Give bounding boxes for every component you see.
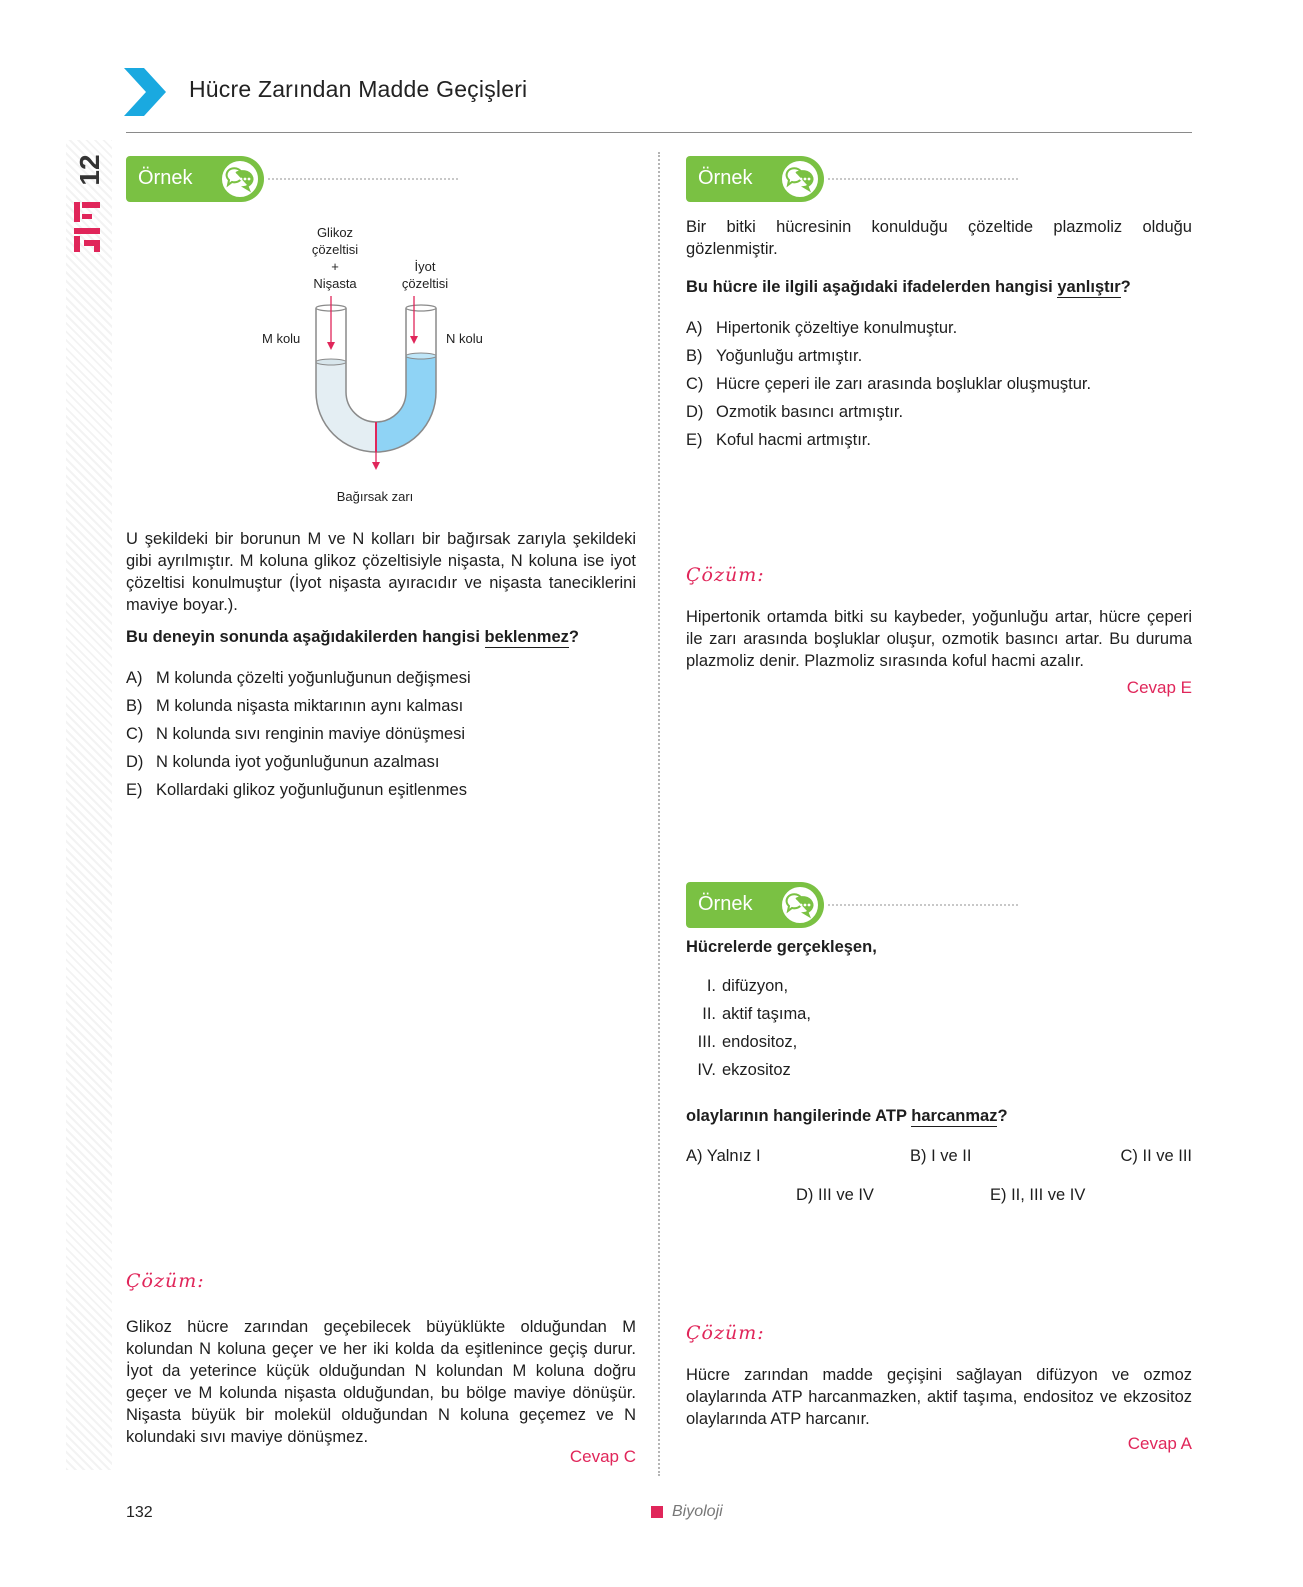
list-item: IV. ekzositoz (697, 1061, 791, 1079)
option-c[interactable]: C) II ve III (1120, 1147, 1192, 1165)
example3-question: olaylarının hangilerinde ATP harcanmaz? (686, 1107, 1008, 1125)
example1-text: U şekildeki bir borunun M ve N kolları bir bağırsak zarıyla şekildeki gibi ayrılmıştır. M koluna glikoz çözeltisiyle nişasta, N koluna ise iyot çözeltisi konulmuştur (İyot nişasta ayıracıdır ve nişasta taneciklerini maviye boyar.). (126, 530, 636, 614)
example2-answer: Cevap E (1126, 678, 1192, 697)
badge-label: Örnek (138, 167, 193, 189)
speech-bubble-icon (218, 157, 262, 201)
page-title: Hücre Zarından Madde Geçişleri (189, 76, 528, 102)
example3-items (686, 972, 986, 1084)
option-b[interactable]: B) Yoğunluğu artmıştır. (686, 347, 863, 365)
option-c[interactable]: C) Hücre çeperi ile zarı arasında boşluklar oluşmuştur. (686, 375, 1092, 393)
fasikul-logo-icon (72, 200, 104, 256)
solution-title: Çözüm: (126, 1270, 205, 1292)
example-badge (686, 882, 1026, 928)
option-b[interactable]: B) I ve II (910, 1147, 972, 1165)
example2-question: Bu hücre ile ilgili aşağıdaki ifadelerden hangisi yanlıştır? (686, 278, 1131, 296)
example1-question: Bu deneyin sonunda aşağıdakilerden hangisi beklenmez? (126, 628, 579, 646)
header-chevron-icon (124, 68, 166, 116)
example3-intro: Hücrelerde gerçekleşen, (686, 938, 877, 956)
label-m-arm: M kolu (262, 331, 301, 346)
solution-title: Çözüm: (686, 1322, 765, 1344)
label-membrane: Bağırsak zarı (336, 489, 414, 504)
page-number: 132 (126, 1504, 153, 1521)
list-item: II. aktif taşıma, (702, 1005, 811, 1023)
fascicle-number: 12 (74, 154, 105, 186)
header-rule (126, 132, 1192, 133)
column-divider (658, 152, 660, 1476)
solution-title: Çözüm: (686, 564, 765, 586)
label-n-arm: N kolu (446, 331, 483, 346)
option-b[interactable]: B) M kolunda nişasta miktarının aynı kalması (126, 697, 464, 715)
example3-solution: Hücre zarından madde geçişini sağlayan difüzyon ve ozmoz olaylarında ATP harcanmazken, aktif taşıma, endositoz ve ekzositoz olaylarında ATP harcanır. (686, 1366, 1192, 1428)
footer-square-icon (651, 1506, 663, 1518)
label-glucose: Glikoz çözeltisi + Nişasta (311, 225, 359, 291)
list-item: I. difüzyon, (706, 977, 789, 995)
option-a[interactable]: A) Yalnız I (686, 1147, 761, 1165)
side-strip (66, 140, 112, 1470)
speech-bubble-icon (778, 157, 822, 201)
example1-solution: Glikoz hücre zarından geçebilecek büyüklükte olduğundan M kolundan N koluna geçer ve her iki kolda da eşitlenince geçiş durur. İyot da yeterince küçük olduğundan N kolundan M koluna doğru geçer ve M kolunda nişasta olduğundan, bu bölge maviye dönüşür. Nişasta büyük bir molekül olduğundan N koluna geçemez ve N kolundaki sıvı maviye dönüşmez. (126, 1318, 636, 1446)
list-item: III. endositoz, (697, 1033, 798, 1051)
example2-options (686, 314, 1192, 454)
option-e[interactable]: E) Koful hacmi artmıştır. (686, 431, 871, 449)
option-d[interactable]: D) Ozmotik basıncı artmıştır. (686, 403, 904, 421)
option-d[interactable]: D) III ve IV (796, 1186, 874, 1204)
badge-label: Örnek (698, 167, 753, 189)
example2-solution: Hipertonik ortamda bitki su kaybeder, yoğunluğu artar, hücre çeperi ile zarı arasında boşluklar oluşur, ozmotik basıncı artar. Bu duruma plazmoliz denir. Plazmoliz sırasında koful hacmi azalır. (686, 608, 1192, 670)
option-e[interactable]: E) Kollardaki glikoz yoğunluğunun eşitlenmes (126, 781, 467, 799)
option-d[interactable]: D) N kolunda iyot yoğunluğunun azalması (126, 753, 440, 771)
example1-options (126, 664, 636, 804)
option-c[interactable]: C) N kolunda sıvı renginin maviye dönüşmesi (126, 725, 466, 743)
option-a[interactable]: A) M kolunda çözelti yoğunluğunun değişmesi (126, 669, 471, 687)
u-tube-figure (300, 296, 460, 482)
option-e[interactable]: E) II, III ve IV (990, 1186, 1086, 1204)
example-badge (126, 156, 466, 202)
example3-answer: Cevap A (1127, 1434, 1192, 1453)
label-iodine: İyot çözeltisi (401, 259, 449, 291)
option-a[interactable]: A) Hipertonik çözeltiye konulmuştur. (686, 319, 958, 337)
example1-answer: Cevap C (569, 1447, 636, 1466)
footer-subject: Biyoloji (672, 1503, 723, 1520)
example-badge (686, 156, 1026, 202)
speech-bubble-icon (778, 883, 822, 927)
badge-label: Örnek (698, 893, 753, 915)
example2-text: Bir bitki hücresinin konulduğu çözeltide plazmoliz olduğu gözlenmiştir. (686, 218, 1192, 258)
